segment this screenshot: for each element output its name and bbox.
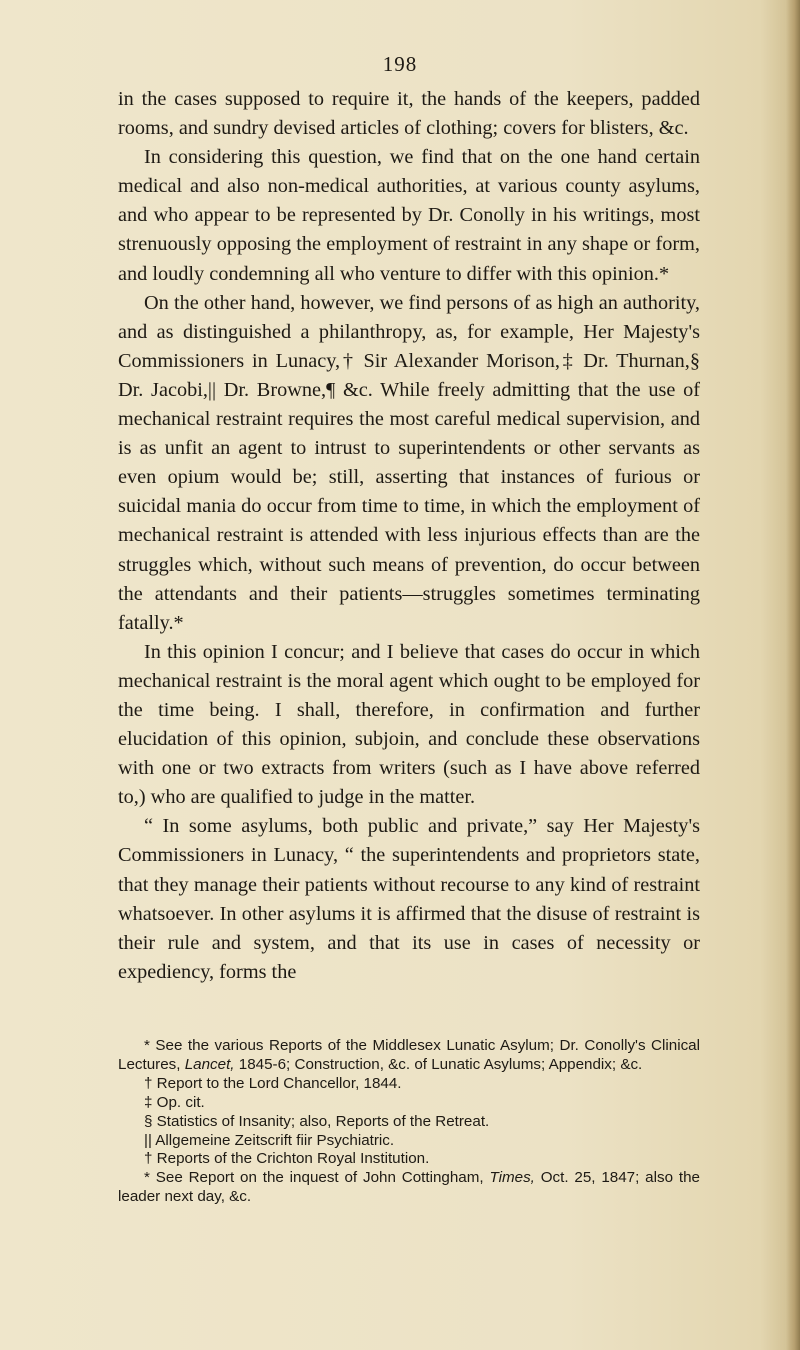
paragraph: in the cases supposed to require it, the hands of the keepers, padded rooms, and sundry devised articles of clothing; covers for blisters, &c. <box>118 88 700 140</box>
paragraph: On the other hand, however, we find persons of as high an authority, and as distinguished a philanthropy, as, for example, Her Majesty's Commissioners in Lunacy,† Sir Alexander Morison,‡ Dr. Thurnan,§ Dr. Jacobi,|| Dr. Browne,¶ &c. While freely admitting that the use of mechanical restraint requires the most careful medical supervision, and is as unfit an agent to intrust to superintendents or other servants as even opium would be; still, asserting that instances of furious or suicidal mania do occur from time to time, in which the employment of mechanical restraint is attended with less injurious effects than are the struggles which, without such means of prevention, do occur between the attendants and their patients—struggles sometimes terminating fatally.* <box>118 291 700 634</box>
footnote: † Reports of the Crichton Royal Institution. <box>144 1150 430 1168</box>
page-edge-shadow <box>786 0 800 1350</box>
paragraph: “ In some asylums, both public and private,” say Her Majesty's Commissioners in Lunacy, “ the superintendents and proprietors state, that they manage their patients without recourse to any kind of restraint whatsoever. In other asylums it is affirmed that the disuse of restraint is their rule and system, and that its use in cases of necessity or expediency, forms the <box>118 815 700 983</box>
footnote: * See the various Reports of the Middlesex Lunatic Asylum; Dr. Conolly's Clinical Lectures, Lancet, 1845-6; Construction, &c. of Lunatic Asylums; Appendix; &c. <box>118 1037 700 1073</box>
paragraph: In this opinion I concur; and I believe that cases do occur in which mechanical restraint is the moral agent which ought to be employed for the time being. I shall, therefore, in confirmation and further elucidation of this opinion, subjoin, and conclude these observations with one or two extracts from writers (such as I have above referred to,) who are qualified to judge in the matter. <box>118 640 700 809</box>
paragraph: In considering this question, we find that on the one hand certain medical and also non-medical authorities, at various county asylums, and who appear to be represented by Dr. Conolly in his writings, most strenuously opposing the employment of restraint in any shape or form, and loudly condemning all who venture to differ with this opinion.* <box>118 146 700 285</box>
footnote: * See Report on the inquest of John Cottingham, Times, Oct. 25, 1847; also the leader next day, &c. <box>118 1169 700 1206</box>
footnote: || Allgemeine Zeitscrift fiir Psychiatric. <box>144 1131 395 1149</box>
footnote: § Statistics of Insanity; also, Reports of the Retreat. <box>144 1112 490 1130</box>
page-number: 198 <box>382 52 418 76</box>
footnote: † Report to the Lord Chancellor, 1844. <box>144 1074 402 1092</box>
footnotes <box>118 1037 700 1207</box>
body-text <box>118 85 700 987</box>
footnote: ‡ Op. cit. <box>144 1093 205 1111</box>
